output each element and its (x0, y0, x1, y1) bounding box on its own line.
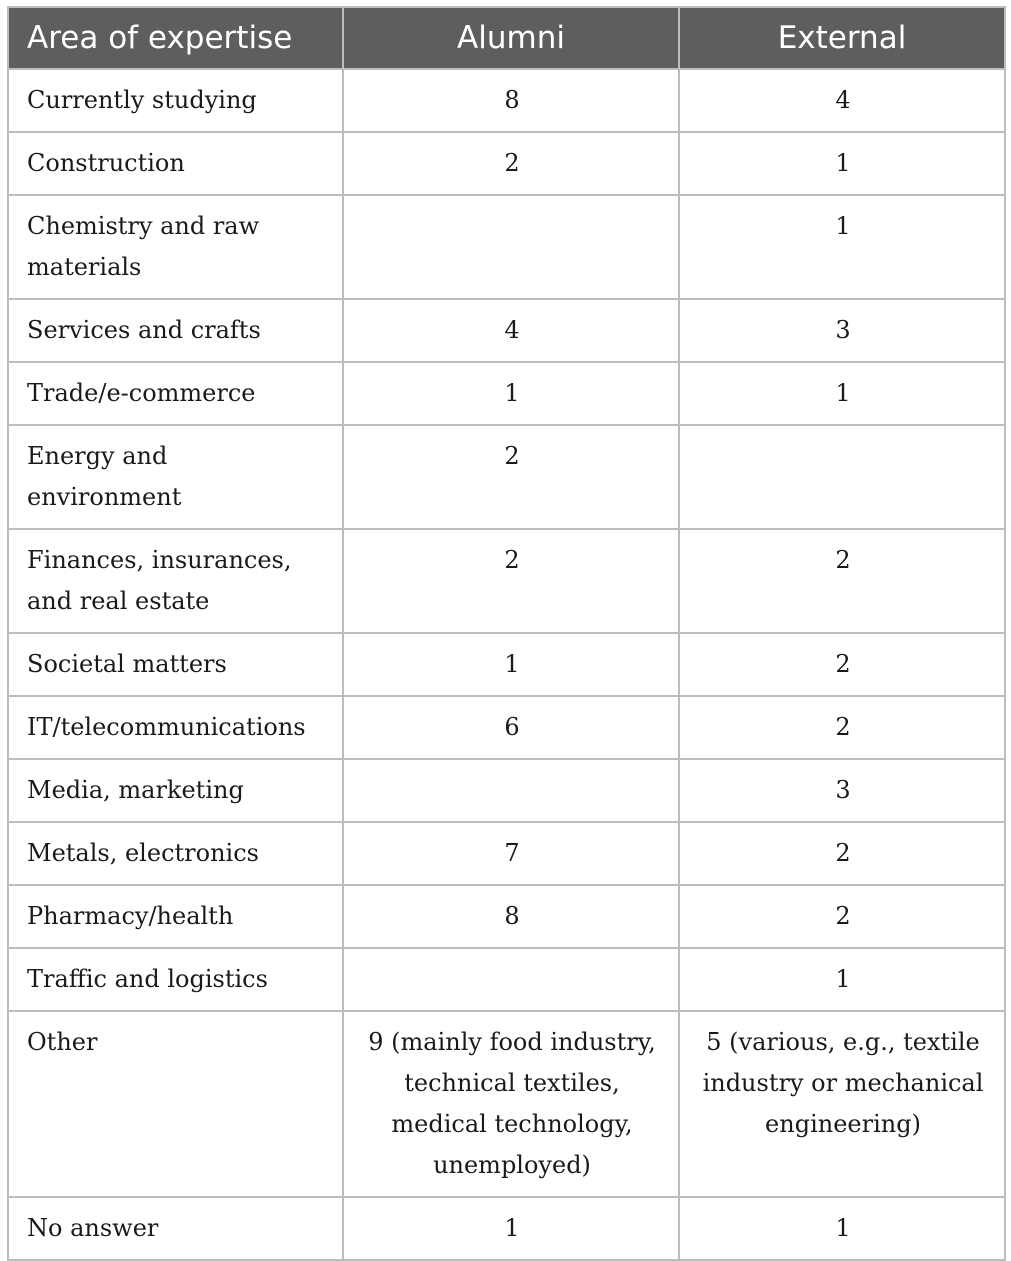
cell-external: 2 (679, 696, 1005, 759)
cell-external: 3 (679, 299, 1005, 362)
cell-alumni: 6 (343, 696, 679, 759)
cell-alumni: 9 (mainly food industry, technical textiles, medical technology, unemployed) (343, 1011, 679, 1197)
cell-external: 2 (679, 529, 1005, 633)
header-row (8, 7, 1005, 69)
cell-area: Construction (8, 132, 343, 195)
cell-area: Services and crafts (8, 299, 343, 362)
cell-alumni: 8 (343, 885, 679, 948)
table-row (8, 529, 1005, 633)
cell-alumni (343, 948, 679, 1011)
cell-external: 3 (679, 759, 1005, 822)
cell-external: 2 (679, 822, 1005, 885)
cell-alumni: 7 (343, 822, 679, 885)
header-alumni: Alumni (343, 7, 679, 69)
cell-alumni: 4 (343, 299, 679, 362)
cell-external: 1 (679, 1197, 1005, 1260)
cell-alumni: 2 (343, 529, 679, 633)
expertise-table (7, 6, 1006, 1261)
table-row (8, 69, 1005, 132)
cell-area: Finances, insurances, and real estate (8, 529, 343, 633)
cell-alumni (343, 195, 679, 299)
header-area: Area of expertise (8, 7, 343, 69)
table-row (8, 425, 1005, 529)
table-row (8, 132, 1005, 195)
table-row (8, 362, 1005, 425)
table-row (8, 195, 1005, 299)
cell-external: 1 (679, 132, 1005, 195)
table-row (8, 1011, 1005, 1197)
header-external: External (679, 7, 1005, 69)
cell-external (679, 425, 1005, 529)
cell-area: Chemistry and raw materials (8, 195, 343, 299)
cell-area: Currently studying (8, 69, 343, 132)
cell-area: Trade/e-commerce (8, 362, 343, 425)
cell-alumni: 1 (343, 1197, 679, 1260)
table-row (8, 633, 1005, 696)
cell-external: 4 (679, 69, 1005, 132)
cell-area: Pharmacy/health (8, 885, 343, 948)
table-row (8, 948, 1005, 1011)
table-row (8, 1197, 1005, 1260)
cell-alumni: 1 (343, 362, 679, 425)
cell-alumni: 8 (343, 69, 679, 132)
cell-external: 1 (679, 948, 1005, 1011)
cell-alumni: 1 (343, 633, 679, 696)
cell-alumni: 2 (343, 132, 679, 195)
cell-area: Metals, electronics (8, 822, 343, 885)
cell-alumni: 2 (343, 425, 679, 529)
cell-area: No answer (8, 1197, 343, 1260)
cell-area: Media, marketing (8, 759, 343, 822)
table-row (8, 885, 1005, 948)
table-row (8, 822, 1005, 885)
cell-area: Other (8, 1011, 343, 1197)
cell-external: 2 (679, 885, 1005, 948)
cell-area: Societal matters (8, 633, 343, 696)
cell-alumni (343, 759, 679, 822)
cell-area: Traffic and logistics (8, 948, 343, 1011)
cell-area: IT/telecommunications (8, 696, 343, 759)
cell-area: Energy and environment (8, 425, 343, 529)
table-row (8, 299, 1005, 362)
cell-external: 2 (679, 633, 1005, 696)
table-row (8, 696, 1005, 759)
cell-external: 1 (679, 362, 1005, 425)
cell-external: 1 (679, 195, 1005, 299)
cell-external: 5 (various, e.g., textile industry or mechanical engineering) (679, 1011, 1005, 1197)
table-row (8, 759, 1005, 822)
